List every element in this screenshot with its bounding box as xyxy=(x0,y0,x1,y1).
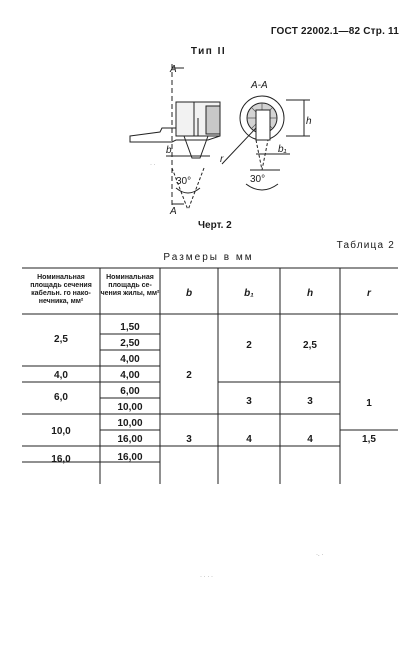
core-area-cell: 1,50 xyxy=(120,322,140,333)
angle-right: 30° xyxy=(250,174,266,185)
core-area-cell: 2,50 xyxy=(120,338,140,349)
technical-drawing xyxy=(110,58,320,218)
dim-h: h xyxy=(306,116,312,127)
core-area-cell: 6,00 xyxy=(120,386,140,397)
h-cell: 4 xyxy=(307,434,313,445)
core-area-cell: 10,00 xyxy=(117,418,143,429)
dim-b1: b₁ xyxy=(278,144,287,155)
b1-cell: 2 xyxy=(246,340,252,351)
lug-area-cell: 4,0 xyxy=(54,370,68,381)
b1-cell: 3 xyxy=(246,396,252,407)
b1-cell: 4 xyxy=(246,434,252,445)
h-cell: 2,5 xyxy=(303,340,317,351)
core-area-cell: 10,00 xyxy=(117,402,143,413)
section-mark-top: А xyxy=(170,64,177,75)
core-area-cell: 16,00 xyxy=(117,452,143,463)
dim-r: r xyxy=(220,154,224,165)
r-cell: 1 xyxy=(366,398,372,409)
h-cell: 3 xyxy=(307,396,313,407)
header-h: h xyxy=(306,288,314,299)
drawing-caption: Черт. 2 xyxy=(198,220,232,231)
scan-speck: · · · · xyxy=(200,574,213,580)
section-label: А-А xyxy=(251,80,268,91)
b-cell: 3 xyxy=(186,434,192,445)
r-cell: 1,5 xyxy=(362,434,376,445)
table-subtitle: Размеры в мм xyxy=(163,252,254,263)
table-title: Таблица 2 xyxy=(336,240,395,251)
lug-area-cell: 2,5 xyxy=(54,334,68,345)
core-area-cell: 16,00 xyxy=(117,434,143,445)
header-lug-area: Номинальная площадь сечения кабельн. го нако-нечника, мм² xyxy=(30,274,92,305)
section-mark-bottom: А xyxy=(170,206,177,217)
scan-speck: · · xyxy=(150,162,156,168)
core-area-cell: 4,00 xyxy=(120,370,140,381)
lug-area-cell: 16,0 xyxy=(51,454,71,465)
dim-b: b xyxy=(166,145,172,156)
header-r: r xyxy=(367,288,371,299)
lug-area-cell: 10,0 xyxy=(51,426,71,437)
core-area-cell: 4,00 xyxy=(120,354,140,365)
type-title: Тип II xyxy=(190,46,227,57)
scan-speck: ·. · xyxy=(316,552,324,558)
angle-left: 30° xyxy=(176,176,192,187)
header-b1: b₁ xyxy=(244,288,254,299)
page-header: ГОСТ 22002.1—82 Стр. 11 xyxy=(270,26,399,37)
header-b: b xyxy=(185,288,193,299)
header-core-area: Номинальная площадь се-чения жилы, мм² xyxy=(100,274,160,297)
b-cell: 2 xyxy=(186,370,192,381)
lug-area-cell: 6,0 xyxy=(54,392,68,403)
